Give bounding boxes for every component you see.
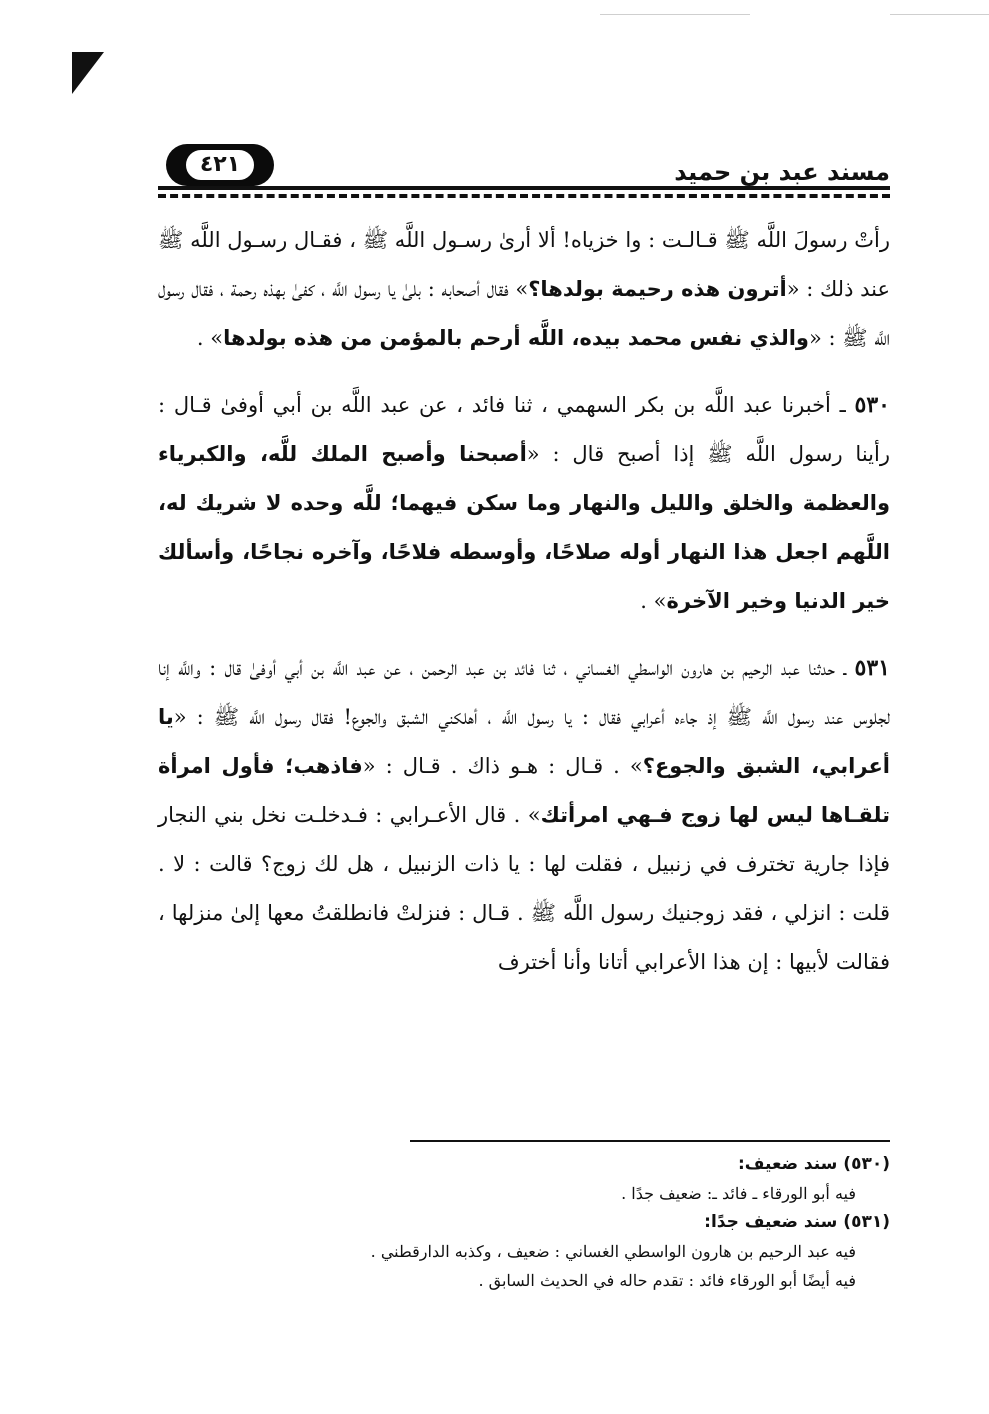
footnote-531-heading: (٥٣١) سند ضعيف جدًا: [704,1212,890,1232]
scan-line-top-right [890,14,989,15]
hadith-quote: فاذهب؛ فأول امرأة تلقـاها ليس لها زوج فـهي امرأتك [158,754,890,827]
text-run: رأتْ رسولَ اللَّه ﷺ قـالـت : وا خزياه! ألا أرىٰ رسـول اللَّه ﷺ ، فقـال رسـول اللَّه ﷺ عند ذلك : « [158,228,890,301]
footnote-separator [410,1140,890,1142]
hadith-number: ٥٣٠ [854,392,890,418]
footnote-531-line: فيه أيضًا أبو الورقاء فائد : تقدم حاله في الحديث السابق . [478,1271,856,1290]
text-run: » . قـال : هـو ذاك . قـال : « [362,754,643,778]
hadith-quote: يا أعرابي، الشبق والجوع؟ [158,705,890,778]
hadith-530 [158,381,890,626]
text-run: » . قال الأعـرابي : فـدخلـت نخل بني النجار فإذا جارية تخترف في زنبيل ، فقلت لها : يا ذات الزنبيل ، هل لك زوج؟ قالت : لا . قلت : انزلي ، فقد زوجنيك رسول اللَّه ﷺ . قـال : فنزلتْ فانطلقتُ معها إلىٰ منزلها ، فقالت لأبيها : إن هذا الأعرابي أتانا وأنا أخترف [158,803,890,974]
paragraph-continued [158,216,890,363]
text-run: » . [640,589,667,613]
hadith-quote: أترون هذه رحيمة بولدها؟ [528,277,787,301]
page-number: ٤٢١ [184,148,256,182]
text-run: » فقال أصحابه : بلىٰ يا رسول اللَّه ، كفىٰ بهذه رحمة ، فقال رسول اللَّه ﷺ : « [158,277,890,350]
text-run: ـ أخبرنا عبد اللَّه بن بكر السهمي ، ثنا فائد ، عن عبد اللَّه بن أبي أوفىٰ قـال : رأينا رسول اللَّه ﷺ إذا أصبح قال : « [158,393,890,466]
hadith-531 [158,644,890,987]
hadith-quote: والذي نفس محمد بيده، اللَّه أرحم بالمؤمن من هذه بولدها [223,326,809,350]
text-run: » . [196,326,224,350]
book-title: مسند عبد بن حميد [674,158,890,186]
main-text [158,216,890,1005]
footnote-530-line: فيه أبو الورقاء ـ فائد ـ: ضعيف جدًا . [621,1184,856,1203]
scan-line-top-left [600,14,750,15]
corner-triangle-mark [72,52,104,94]
page-header [158,140,890,200]
header-rule-dashed [158,194,890,198]
hadith-number: ٥٣١ [854,655,890,681]
footnote-530-heading: (٥٣٠) سند ضعيف: [737,1154,890,1174]
footnote-531-line: فيه عبد الرحيم بن هارون الواسطي الغساني : ضعيف ، وكذبه الدارقطني . [370,1242,856,1261]
hadith-quote: أصبحنا وأصبح الملك للَّه، والكبرياء والعظمة والخلق والليل والنهار وما سكن فيهما؛ للَّه وحده لا شريك له، اللَّهم اجعل هذا النهار أوله صلاحًا، وأوسطه فلاحًا، وآخره نجاحًا، وأسألك خير الدنيا وخير الآخرة [158,442,890,613]
text-run: ـ حدثنا عبد الرحيم بن هارون الواسطي الغساني ، ثنا فائد بن عبد الرحمن ، عن عبد اللَّه بن أبي أوفىٰ قال : واللَّه إنا لجلوس عند رسول اللَّه ﷺ إذ جاءه أعرابي فقال : يا رسول اللَّه ، أهلكني الشبق والجوع! فقال رسول اللَّه ﷺ : « [158,656,890,729]
header-rule-solid [158,186,890,190]
footnotes [158,1150,890,1295]
page-number-badge [166,144,274,186]
